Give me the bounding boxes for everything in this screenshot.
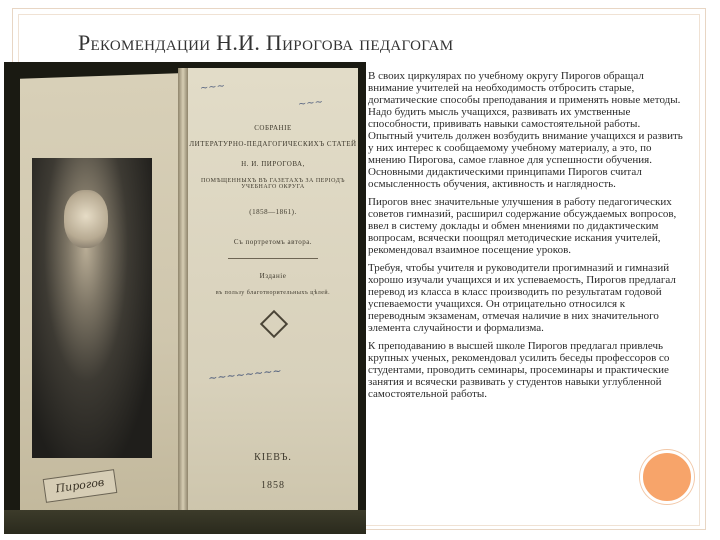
desk-surface	[4, 510, 366, 534]
handwritten-note-1: ~~~	[199, 80, 226, 95]
book-photo	[4, 62, 366, 534]
title-line-3: Н. И. ПИРОГОВА,	[241, 160, 305, 168]
decorative-orange-circle	[640, 450, 694, 504]
paragraph-1: В своих циркулярах по учебному округу Пирогов обращал внимание учителей на необходимость отбросить старые, догматические способы преподавания и применять новые методы. Надо будить мысль учащихся, развивать их умственные способности, прививать навыки самостоятельной работы. Опытный учитель должен возбудить внимание учащихся и развить у них интерес к сообщаемому учебному материалу, а это, по мнению Пирогова, самое главное для успешности обучения. Основными дидактическими принципами Пирогов считал осмысленность обучения, активность и наглядность.	[368, 70, 683, 190]
slide-title: Рекомендации Н.И. Пирогова педагогам	[78, 30, 454, 55]
book-title-page	[188, 68, 358, 514]
ornament-icon	[260, 310, 288, 338]
title-line-4: ПОМѢЩЕННЫХЪ ВЪ ГАЗЕТАХЪ ЗА ПЕРІОДЪ УЧЕБНАГО ОКРУГА	[200, 178, 346, 190]
paragraph-3: Требуя, чтобы учителя и руководители прогимназий и гимназий хорошо изучали учащихся и их успеваемость, Пирогов предлагал перевод из класса в класс производить по результатам годовой успеваемости учащихся. Он отрицательно относился к переводным экзаменам, отмечая наличие в них значительного элемента случайности и формализма.	[368, 262, 676, 334]
title-city: КІЕВЪ.	[254, 452, 292, 463]
handwritten-dedication: ~~~~~~~~	[207, 364, 283, 385]
title-line-5: (1858—1861).	[249, 208, 297, 216]
title-rule-1	[228, 258, 318, 259]
title-year: 1858	[261, 480, 285, 491]
title-line-1: СОБРАНІЕ	[254, 124, 292, 132]
title-line-2: ЛИТЕРАТУРНО-ПЕДАГОГИЧЕСКИХЪ СТАТЕЙ	[189, 140, 357, 148]
portrait-signature: Пирогов	[43, 469, 118, 503]
book-spine	[178, 68, 188, 528]
handwritten-note-2: ~~~	[297, 96, 324, 111]
paragraph-2: Пирогов внес значительные улучшения в работу педагогических советов гимназий, расширил содержание обсуждаемых вопросов, ввел в систему доклады и обмен мнениями по дидактическим вопросам, всячески поощрял методические искания учителей, рекомендовал взаимное посещение уроков.	[368, 196, 677, 256]
title-line-6: Съ портретомъ автора.	[233, 238, 313, 246]
portrait-face	[64, 190, 108, 248]
paragraph-4: К преподаванию в высшей школе Пирогов предлагал привлечь крупных ученых, рекомендовал усилить беседы профессоров со студентами, проводить семинары, просеминары и практические занятия и всячески развивать у студентов навыки углубленной самостоятельной работы.	[368, 340, 670, 400]
title-line-7: Изданіе	[259, 272, 287, 280]
title-line-8: въ пользу благотворительныхъ цѣлей.	[215, 290, 331, 296]
slide-text-column	[368, 70, 684, 480]
